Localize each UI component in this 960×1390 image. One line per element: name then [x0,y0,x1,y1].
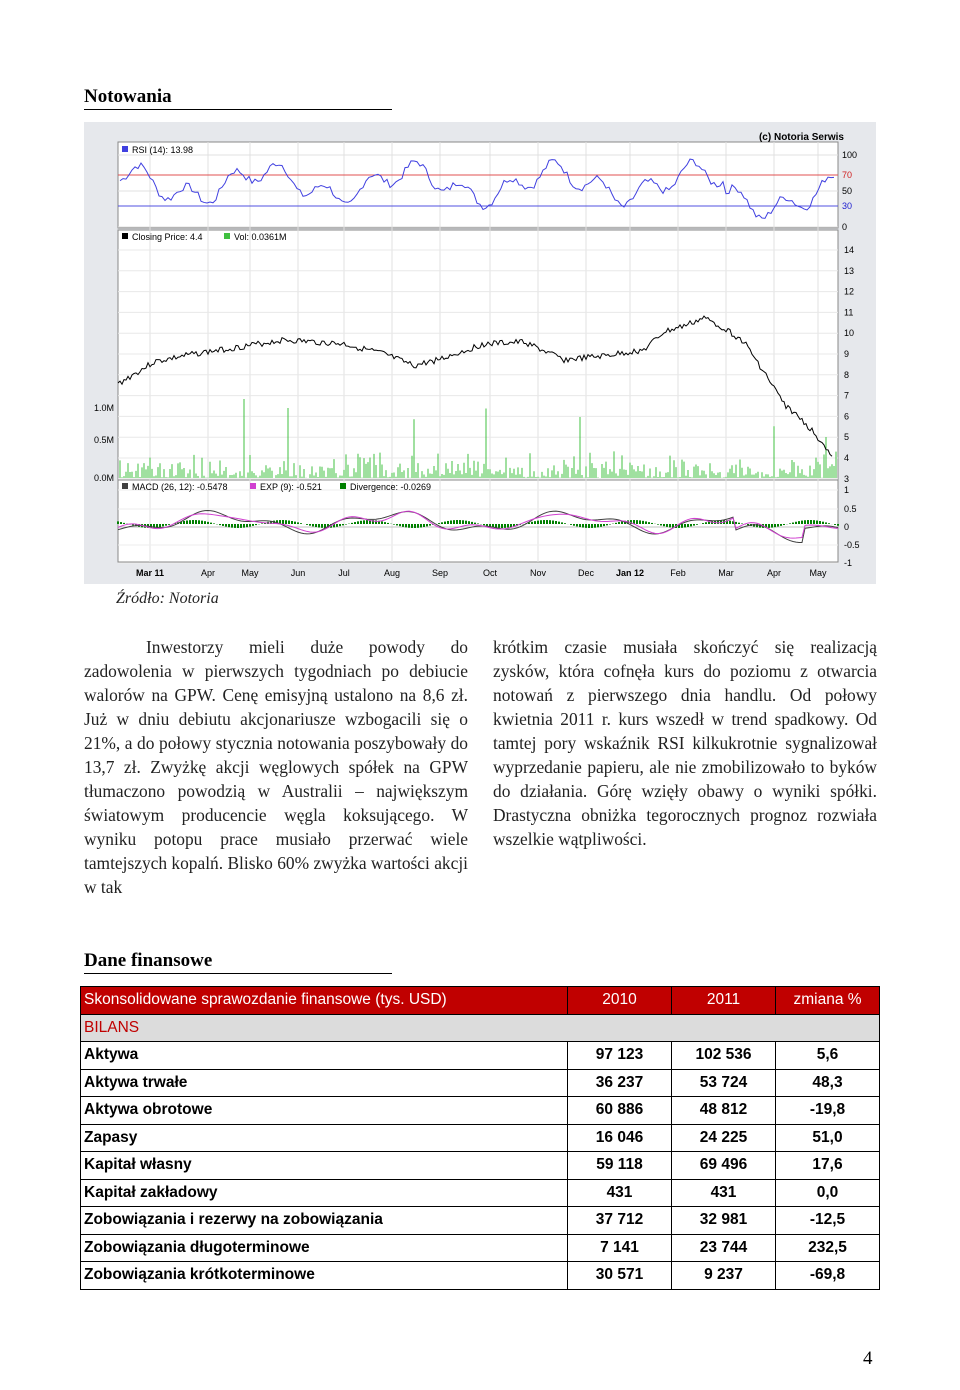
price-tick-label: 11 [844,307,854,318]
title-underline [84,973,392,974]
table-cell-value: 97 123 [568,1042,672,1070]
x-tick-label: Aug [383,568,401,578]
price-panel [118,230,838,480]
text-column-right [493,635,877,851]
table-cell-label: Zobowiązania krótkoterminowe [81,1262,568,1290]
table-row [81,1069,880,1097]
exp-legend-swatch [250,483,256,489]
table-row [81,1234,880,1262]
table-row [81,1042,880,1070]
table-cell-value: 48 812 [672,1097,776,1125]
table-cell-value: 53 724 [672,1069,776,1097]
x-tick-label: Dec [577,568,595,578]
table-header-col: 2011 [672,987,776,1015]
x-tick-label: May [809,568,827,578]
table-row [81,1262,880,1290]
table-cell-value: -69,8 [776,1262,880,1290]
vol-tick-label: 0.5M [93,435,114,445]
x-tick-label: Jul [338,568,350,578]
section-title-text: Notowania [84,86,172,107]
chart-caption: Źródło: Notoria [116,590,219,607]
table-cell-value: 9 237 [672,1262,776,1290]
x-tick-label: Mar 11 [135,568,165,578]
price-tick-label: 14 [844,245,855,255]
title-underline [84,109,392,110]
price-legend-vol: Vol: 0.0361M [234,232,287,242]
table-cell-value: 431 [672,1179,776,1207]
table-cell-label: Zobowiązania i rezerwy na zobowiązania [81,1207,568,1235]
chart-svg [84,122,876,584]
rsi-legend-swatch [122,146,128,152]
x-tick-label: Sep [431,568,449,578]
table-row [81,1124,880,1152]
vol-tick-label: 1.0M [93,403,114,413]
price-legend-close: Closing Price: 4.4 [132,232,203,242]
x-tick-label: Oct [482,568,498,578]
table-section-label: BILANS [81,1014,880,1042]
rsi-tick-label: 0 [842,222,848,232]
table-cell-value: 30 571 [568,1262,672,1290]
table-cell-value: 431 [568,1179,672,1207]
table-cell-value: 32 981 [672,1207,776,1235]
price-tick-label: 8 [844,369,850,380]
table-cell-value: -12,5 [776,1207,880,1235]
macd-tick-label: 0.5 [844,504,857,514]
price-tick-label: 6 [844,411,850,422]
table-header-col: zmiana % [776,987,880,1015]
table-cell-label: Aktywa trwałe [81,1069,568,1097]
macd-tick-label: -0.5 [844,540,860,550]
financial-table [80,986,880,1290]
price-tick-label: 10 [844,328,855,339]
table-cell-value: 51,0 [776,1124,880,1152]
table-cell-value: 48,3 [776,1069,880,1097]
x-tick-label: Jan 12 [615,568,645,578]
table-cell-value: 102 536 [672,1042,776,1070]
price-tick-label: 3 [844,473,850,484]
text-column-left [84,635,468,899]
x-tick-label: Feb [670,568,686,578]
table-header-label: Skonsolidowane sprawozdanie finansowe (tys. USD) [81,987,568,1015]
copyright-label: (c) Notoria Serwis [758,132,844,143]
macd-tick-label: -1 [844,558,853,568]
table-cell-value: 7 141 [568,1234,672,1262]
table-cell-value: 0,0 [776,1179,880,1207]
exp-legend: EXP (9): -0.521 [260,482,322,492]
table-cell-value: 59 118 [568,1152,672,1180]
x-tick-label: May [241,568,259,578]
table-row [81,1207,880,1235]
table-cell-label: Zobowiązania długoterminowe [81,1234,568,1262]
x-tick-label: Apr [200,568,216,578]
table-cell-value: 17,6 [776,1152,880,1180]
price-tick-label: 4 [844,453,850,463]
table-cell-value: 37 712 [568,1207,672,1235]
table-cell-label: Kapitał zakładowy [81,1179,568,1207]
table-row [81,1097,880,1125]
vol-legend-swatch [224,233,230,239]
table-cell-value: 5,6 [776,1042,880,1070]
table-section-row [81,1014,880,1042]
table-header-col: 2010 [568,987,672,1015]
price-legend-swatch [122,233,128,239]
table-cell-value: 232,5 [776,1234,880,1262]
table-row [81,1152,880,1180]
price-tick-label: 7 [844,390,850,401]
table-header-row [81,987,880,1015]
price-tick-label: 9 [844,349,850,359]
table-cell-value: -19,8 [776,1097,880,1125]
rsi-tick-label: 100 [842,150,858,160]
x-tick-label: Mar [718,568,734,578]
table-cell-value: 69 496 [672,1152,776,1180]
table-cell-value: 60 886 [568,1097,672,1125]
vol-tick-label: 0.0M [93,473,114,483]
macd-legend-swatch [122,483,128,489]
x-tick-label: Jun [290,568,306,578]
paragraph-right: krótkim czasie musiała skończyć się realizacją zysków, która cofnęła kurs do poziomu z otwarcia notowań z pierwszego dnia handlu. Od połowy kwietnia 2011 r. kurs wszedł w trend spadkowy. Od tamtej pory wskaźnik RSI kilkukrotnie sygnalizował wyprzedanie papieru, ale nie zmobilizowało to byków do działania. Górę wzięły obawy o wyniki spółki. Drastyczna obniżka tegorocznych prognoz rozwiała wszelkie wątpliwości. [493,637,877,849]
macd-tick-label: 0 [844,522,850,532]
table-cell-value: 16 046 [568,1124,672,1152]
div-legend: Divergence: -0.0269 [350,482,432,492]
table-cell-label: Zapasy [81,1124,568,1152]
table-cell-label: Aktywa [81,1042,568,1070]
price-tick-label: 13 [844,265,855,276]
table-cell-value: 23 744 [672,1234,776,1262]
x-tick-label: Apr [766,568,782,578]
rsi-tick-label: 30 [842,201,853,211]
rsi-legend: RSI (14): 13.98 [132,145,194,155]
page-number: 4 [863,1348,873,1369]
section-title-dane-finansowe [84,950,212,972]
x-tick-label: Nov [529,568,547,578]
table-cell-label: Kapitał własny [81,1152,568,1180]
price-tick-label: 5 [844,432,850,443]
macd-legend: MACD (26, 12): -0.5478 [132,482,228,492]
stock-chart [84,122,876,584]
rsi-tick-label: 70 [842,170,853,180]
section-title-notowania [84,86,172,108]
table-cell-value: 24 225 [672,1124,776,1152]
paragraph-left: Inwestorzy mieli duże powody do zadowolenia w pierwszych tygodniach po debiucie walorów na GPW. Cenę emisyjną ustalono na 8,6 zł. Już w dniu debiutu akcjonariusze wzbogacili się o 21%, a do połowy stycznia notowania poszybowały do 13,7 zł. Zwyżkę akcji węglowych spółek na GPW tłumaczono powodzią w Australii – największym światowym producencie węgla koksującego. W wyniku potopu prace musiało przerwać wiele tamtejszych kopalń. Blisko 60% zwyżka wartości akcji w tak [84,637,468,897]
rsi-tick-label: 50 [842,186,853,196]
table-row [81,1179,880,1207]
section-title-text: Dane finansowe [84,950,213,971]
table-cell-label: Aktywa obrotowe [81,1097,568,1125]
price-tick-label: 12 [844,286,855,297]
table-cell-value: 36 237 [568,1069,672,1097]
div-legend-swatch [340,483,346,489]
macd-tick-label: 1 [844,485,850,495]
